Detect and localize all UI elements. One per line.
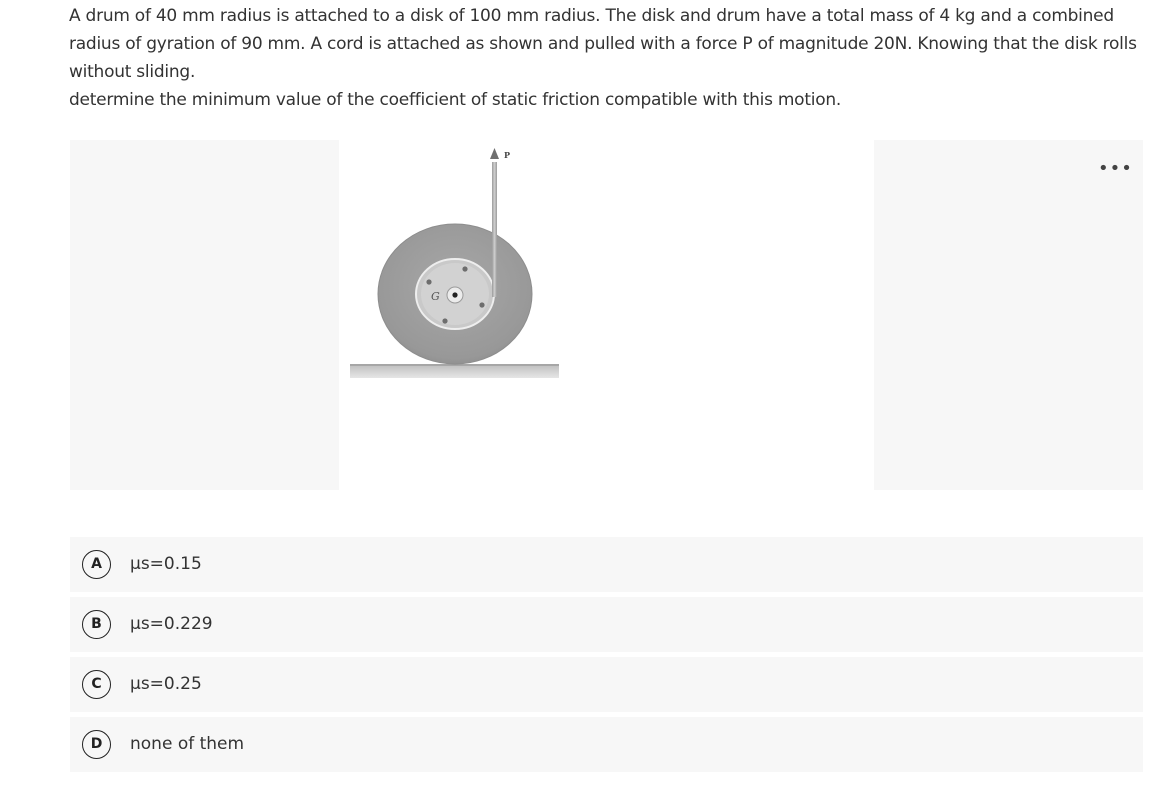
media-right-padding (874, 140, 1143, 490)
cord (492, 162, 497, 297)
disk-drum-diagram (339, 140, 874, 490)
option-d[interactable] (70, 717, 1143, 772)
center-label-g: G (431, 290, 440, 303)
force-label-p: P (504, 150, 511, 160)
question-paragraph-2: determine the minimum value of the coefficient of static friction compatible with this motion. (69, 90, 842, 110)
option-text: μs=0.229 (130, 614, 213, 634)
option-letter-badge: A (82, 550, 111, 579)
bolt (479, 302, 484, 307)
option-b[interactable] (70, 597, 1143, 652)
option-text: μs=0.25 (130, 674, 202, 694)
bolt (462, 266, 467, 271)
option-letter-badge: B (82, 610, 111, 639)
force-arrow-head (490, 148, 499, 159)
question-paragraph-1: A drum of 40 mm radius is attached to a disk of 100 mm radius. The disk and drum have a total mass of 4 kg and a combined radius of gyration of 90 mm. A cord is attached as shown and pulled with a force P of magnitude 20N. Knowing that the disk rolls without sliding. (69, 6, 1137, 82)
question-figure (339, 140, 874, 490)
option-letter-badge: D (82, 730, 111, 759)
option-text: none of them (130, 734, 245, 754)
media-left-padding (70, 140, 339, 490)
option-letter-badge: C (82, 670, 111, 699)
media-container (70, 140, 1143, 490)
answer-options (70, 537, 1143, 777)
bolt (426, 279, 431, 284)
question-text (69, 2, 1149, 114)
more-options-button[interactable]: ••• (1098, 158, 1133, 179)
option-text: μs=0.15 (130, 554, 202, 574)
hub-center (452, 292, 457, 297)
ground-surface (350, 364, 559, 378)
option-a[interactable] (70, 537, 1143, 592)
bolt (442, 318, 447, 323)
option-c[interactable] (70, 657, 1143, 712)
